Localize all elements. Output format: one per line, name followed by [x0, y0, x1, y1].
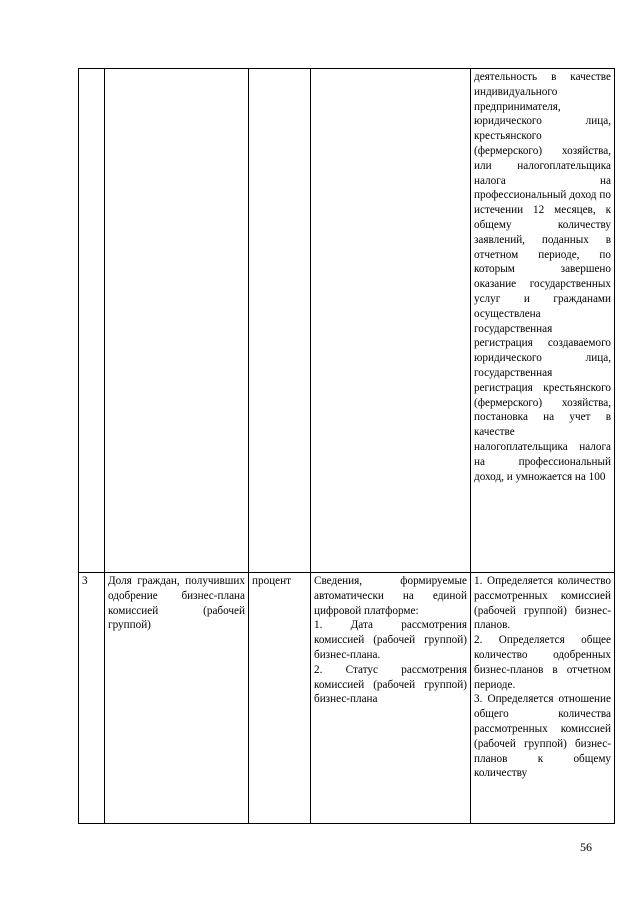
source-cell — [311, 69, 471, 573]
page-number: 56 — [580, 840, 592, 854]
source-paragraph: 1. Дата рассмотрения комиссией (рабочей группой) бизнес-плана. — [314, 619, 467, 661]
unit-cell — [249, 69, 311, 573]
method-paragraph: 1. Определяется количество рассмотренных комиссией (рабочей группой) бизнес-планов. — [474, 575, 611, 632]
calculation-method-cell — [471, 573, 615, 824]
table-row — [79, 69, 615, 573]
unit-cell: процент — [249, 573, 311, 824]
source-paragraph: 2. Статус рассмотрения комиссией (рабочей группой) бизнес-плана — [314, 663, 467, 706]
source-paragraph: Сведения, формируемые автоматически на единой цифровой платформе: — [314, 575, 467, 617]
indicator-table — [78, 68, 615, 824]
indicator-name-cell: Доля граждан, получивших одобрение бизнес-плана комиссией (рабочей группой) — [105, 573, 249, 824]
method-paragraph: 3. Определяется отношение общего количества рассмотренных комиссией (рабочей группой) бизнес-планов к общему количеству — [474, 693, 611, 780]
table-row — [79, 573, 615, 824]
method-paragraph: 2. Определяется общее количество одобренных бизнес-планов в отчетном периоде. — [474, 634, 611, 691]
source-cell — [311, 573, 471, 824]
row-number-cell: 3 — [79, 573, 105, 824]
method-paragraph: деятельность в качестве индивидуального предпринимателя, юридического лица, крестьянского (фермерского) хозяйства, или налогоплательщика налога на профессиональный доход по истечении 12 месяцев, к общему количеству заявлений, поданных в отчетном периоде, по которым завершено оказание государственных услуг и гражданами осуществлена государственная регистрация создаваемого юридического лица, государственная регистрация крестьянского (фермерского) хозяйства, постановка на учет в качестве налогоплательщика налога на профессиональный доход, и умножается на 100 — [474, 71, 611, 483]
row-number-cell — [79, 69, 105, 573]
indicator-name-cell — [105, 69, 249, 573]
calculation-method-cell — [471, 69, 615, 573]
